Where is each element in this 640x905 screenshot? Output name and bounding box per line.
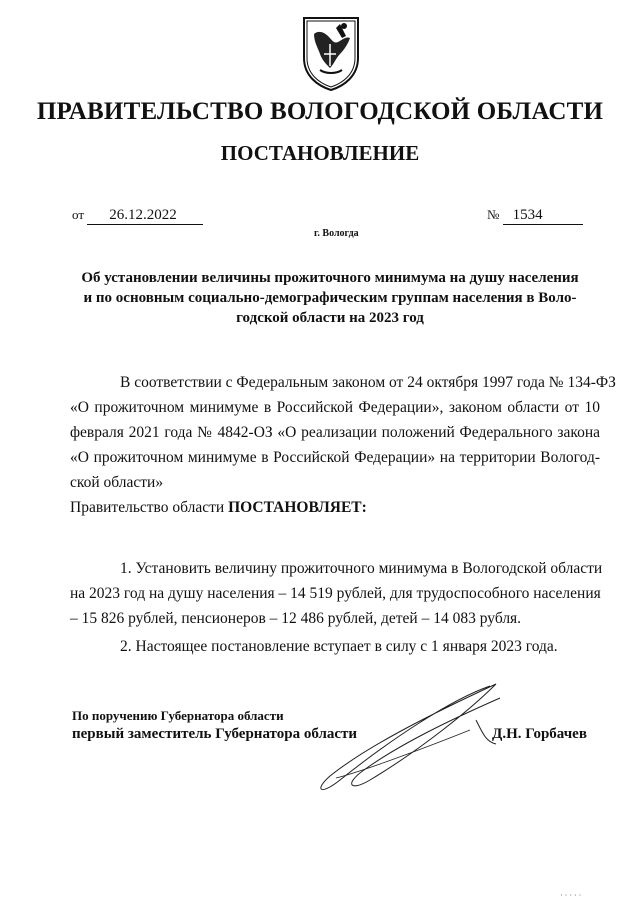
signature-position: первый заместитель Губернатора области (72, 726, 358, 742)
signature-authority: По поручению Губернатора области (72, 708, 284, 723)
text-line: 1. Установить величину прожиточного минимума в Вологодской области (120, 560, 603, 577)
text-line: – 15 826 рублей, пенсионеров – 12 486 рублей, детей – 14 083 рубля. (70, 610, 522, 627)
preamble-paragraph (70, 370, 616, 520)
item-1-paragraph (70, 556, 603, 631)
text-line: В соответствии с Федеральным законом от 24 октября 1997 года № 134-ФЗ (120, 374, 616, 391)
handwritten-signature (300, 680, 510, 800)
subject-line: Об установлении величины прожиточного минимума на душу населения (81, 270, 579, 286)
subject-line: годской области на 2023 год (236, 310, 424, 326)
decree-keyword: ПОСТАНОВЛЯЕТ: (228, 499, 367, 516)
decree-line (70, 495, 600, 520)
text-line: «О прожиточном минимуме в Российской Федерации» на территории Вологод- (70, 449, 600, 466)
text-line: «О прожиточном минимуме в Российской Федерации», законом области от 10 (70, 399, 600, 416)
number-prefix: № (487, 207, 500, 222)
date-prefix: от (72, 207, 85, 222)
date-field (72, 207, 203, 225)
text-line: 2. Настоящее постановление вступает в силу с 1 января 2023 года. (120, 638, 558, 655)
date-value: 26.12.2022 (87, 207, 203, 225)
item-2-paragraph (70, 634, 600, 659)
text-line: на 2023 год на душу населения – 14 519 рублей, для трудоспособного населения (70, 585, 601, 602)
document-type: ПОСТАНОВЛЕНИЕ (220, 141, 420, 165)
government-title: ПРАВИТЕЛЬСТВО ВОЛОГОДСКОЙ ОБЛАСТИ (36, 98, 604, 125)
text-line: февраля 2021 года № 4842-ОЗ «О реализации положений Федерального закона (70, 424, 600, 441)
decree-prefix: Правительство области (70, 499, 229, 516)
number-field (487, 207, 583, 225)
document-subject (70, 268, 590, 328)
vologda-coat-of-arms-icon (300, 14, 362, 92)
number-value: 1534 (503, 207, 583, 225)
city: г. Вологда (314, 228, 359, 239)
subject-line: и по основным социально-демографическим группам населения в Воло- (83, 290, 577, 306)
text-line: ской области» (70, 474, 164, 491)
signer-name: Д.Н. Горбачев (492, 726, 587, 742)
page-footer-mark: · · · · · (560, 891, 582, 900)
